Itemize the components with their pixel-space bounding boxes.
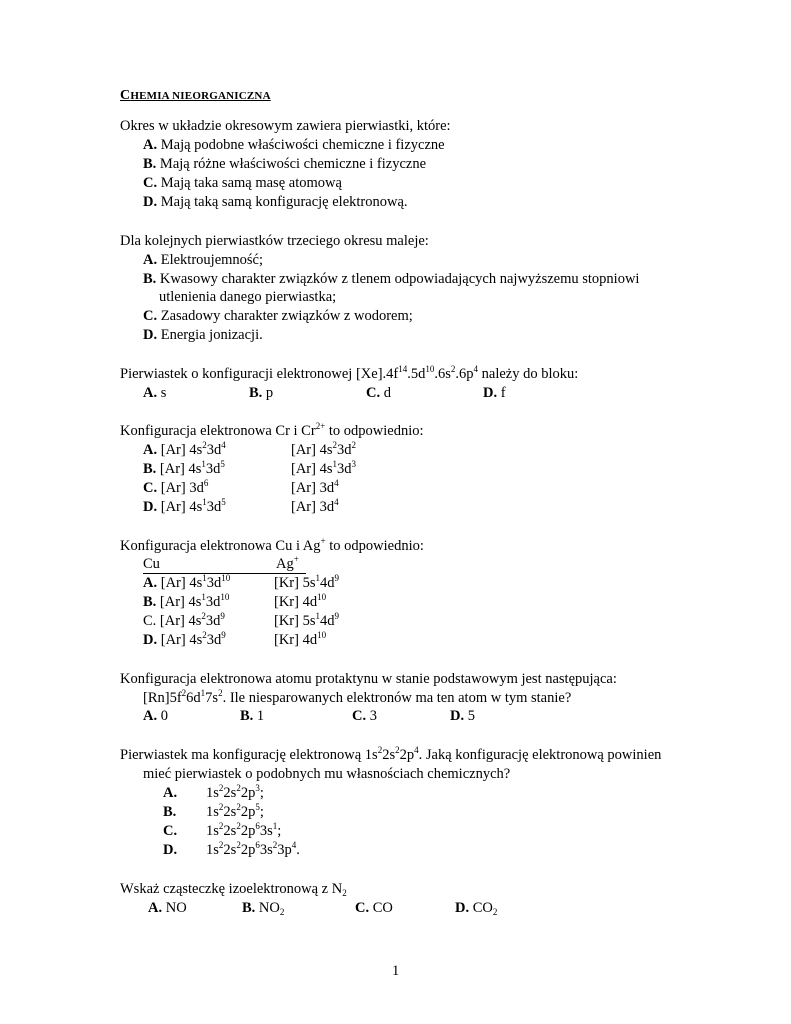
q4-stem: Konfiguracja elektronowa Cr i $Cr^{2+}$ to odpowiednio: <box>120 421 424 439</box>
q8-option-b: B. $NO_2$ <box>242 900 285 917</box>
q5-option-c-right: [Kr] $5s^14d^9$ <box>274 611 339 629</box>
q7-stem-continued: mieć pierwiastek o podobnych mu własnościach chemicznych? <box>143 766 511 782</box>
q8-option-d: D. $CO_2$ <box>455 900 498 917</box>
q2-option-b: B. Kwasowy charakter związków z tlenem odpowiadających najwyższemu stopniowi <box>143 271 640 287</box>
q4-option-c-right: [Ar] $3d^4$ <box>291 478 339 496</box>
q2-option-a: A. Elektroujemność; <box>143 252 264 268</box>
q3-option-c: C. d <box>366 385 391 401</box>
q6-option-a: A. 0 <box>143 708 168 724</box>
q6-stem: Konfiguracja elektronowa atomu protaktynu w stanie podstawowym jest następująca: <box>120 671 617 687</box>
q7-option-a-config: $1s^22s^22p^3$; <box>206 783 264 801</box>
q7-option-b-label: B. <box>163 804 177 820</box>
q4-option-d-left: D. [Ar] $4s^13d^5$ <box>143 497 226 515</box>
q1-option-c: C. Mają taka samą masę atomową <box>143 175 342 191</box>
q6-option-b: B. 1 <box>240 708 265 724</box>
page-number: 1 <box>392 963 400 979</box>
q1-option-d: D. Mają taką samą konfigurację elektronową. <box>143 194 408 210</box>
q1-stem: Okres w układzie okresowym zawiera pierwiastki, które: <box>120 118 451 134</box>
q4-option-d-right: [Ar] $3d^4$ <box>291 497 339 515</box>
q5-option-c-left: C. [Ar] $4s^23d^9$ <box>143 611 225 629</box>
q5-option-b-right: [Kr] $4d^{10}$ <box>274 592 327 610</box>
q3-option-b: B. p <box>249 385 274 401</box>
q5-option-a-right: [Kr] $5s^14d^9$ <box>274 573 339 591</box>
q4-option-c-left: C. [Ar] $3d^6$ <box>143 478 209 496</box>
q4-option-b-right: [Ar] $4s^13d^3$ <box>291 459 356 477</box>
q4-option-b-left: B. [Ar] $4s^13d^5$ <box>143 459 225 477</box>
q5-option-d-right: [Kr] $4d^{10}$ <box>274 630 327 648</box>
document-title: CHEMIA NIEORGANICZNA <box>120 88 271 103</box>
q3-stem: Pierwiastek o konfiguracji elektronowej $[Xe].4f^{14}.5d^{10}.6s^2.6p^4$ należy do bloku: <box>120 364 579 382</box>
q8-stem: Wskaż cząsteczkę izoelektronową z $N_2$ <box>120 881 347 898</box>
q3-option-a: A. s <box>143 385 167 401</box>
q6-option-c: C. 3 <box>352 708 377 724</box>
q2-option-c: C. Zasadowy charakter związków z wodorem; <box>143 308 413 324</box>
q7-stem: Pierwiastek ma konfigurację elektronową $1s^22s^22p^4$. Jaką konfigurację elektronową powinien <box>120 745 662 763</box>
q4-option-a-left: A. [Ar] $4s^23d^4$ <box>143 440 226 458</box>
q7-option-c-config: $1s^22s^22p^63s^1$; <box>206 821 282 839</box>
q6-stem-continued: $[Rn]5f^26d^17s^2$. Ile niesparowanych elektronów ma ten atom w tym stanie? <box>143 688 572 706</box>
q8-option-c: C. CO <box>355 900 393 916</box>
q2-stem: Dla kolejnych pierwiastków trzeciego okresu maleje: <box>120 233 429 249</box>
q7-option-d-config: $1s^22s^22p^63s^23p^4$. <box>206 840 300 858</box>
q2-option-d: D. Energia jonizacji. <box>143 327 263 343</box>
q3-option-d: D. f <box>483 385 506 401</box>
q5-option-d-left: D. [Ar] $4s^23d^9$ <box>143 630 226 648</box>
q5-option-b-left: B. [Ar] $4s^13d^{10}$ <box>143 592 230 610</box>
q5-column-header: Cu Ag+ <box>143 556 306 574</box>
q6-option-d: D. 5 <box>450 708 475 724</box>
q2-option-b-continued: utlenienia danego pierwiastka; <box>159 289 337 305</box>
q1-option-a: A. Mają podobne właściwości chemiczne i fizyczne <box>143 137 445 153</box>
q5-stem: Konfiguracja elektronowa Cu i Ag+ to odpowiednio: <box>120 536 424 554</box>
q7-option-b-config: $1s^22s^22p^5$; <box>206 802 264 820</box>
q1-option-b: B. Mają różne właściwości chemiczne i fizyczne <box>143 156 427 172</box>
q7-option-c-label: C. <box>163 823 178 839</box>
q8-option-a: A. NO <box>148 900 187 916</box>
q7-option-d-label: D. <box>163 842 178 858</box>
q5-option-a-left: A. [Ar] $4s^13d^{10}$ <box>143 573 231 591</box>
q7-option-a-label: A. <box>163 785 178 801</box>
q4-option-a-right: [Ar] $4s^23d^2$ <box>291 440 356 458</box>
